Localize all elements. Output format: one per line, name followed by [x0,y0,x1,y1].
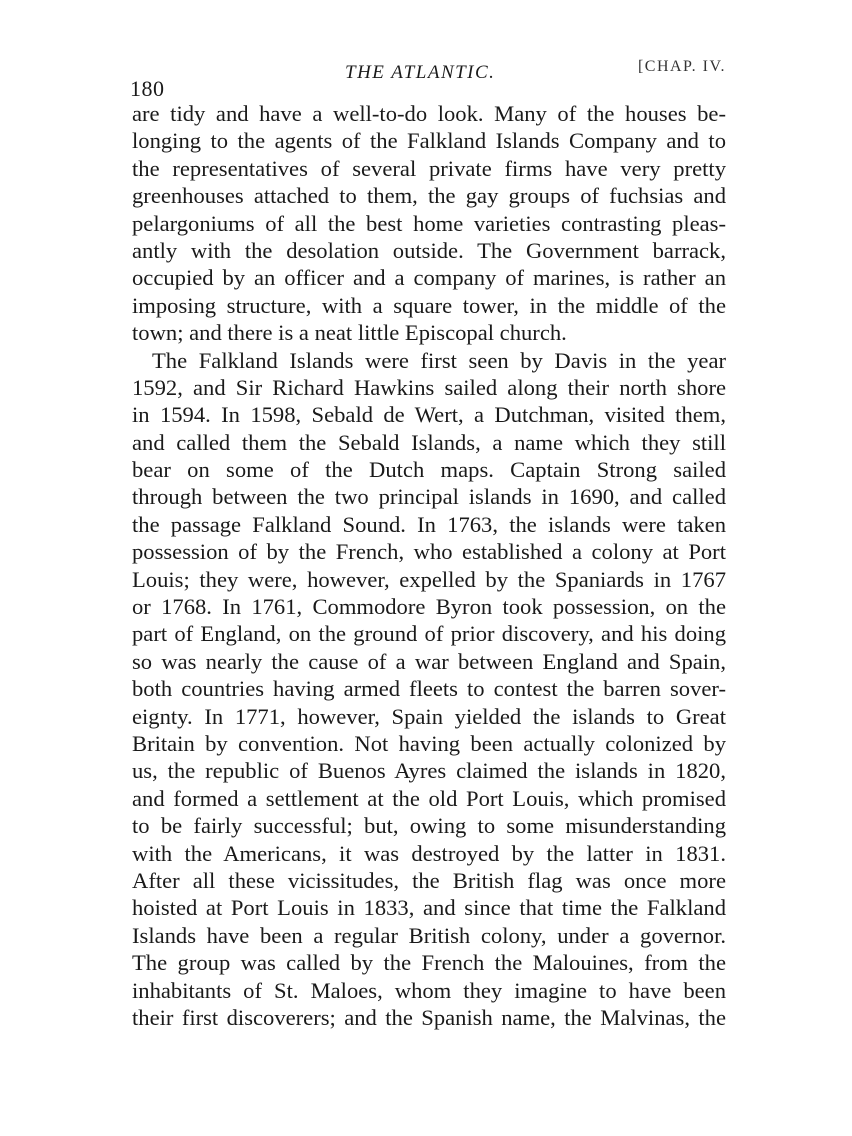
text-line: greenhouses attached to them, the gay groups of fuchsias and [132,183,726,209]
text-line: the representatives of several private firms have very pretty [132,155,726,181]
text-line: possession of by the French, who established a colony at Port [132,539,726,565]
text-line: with the Americans, it was destroyed by the latter in 1831. [132,840,726,866]
text-line: imposing structure, with a square tower, in the middle of the [132,292,726,318]
text-line: both countries having armed fleets to contest the barren sover- [132,676,726,702]
text-line: eignty. In 1771, however, Spain yielded the islands to Great [132,703,726,729]
text-line: us, the republic of Buenos Ayres claimed the islands in 1820, [132,758,726,784]
text-line: inhabitants of St. Maloes, whom they imagine to have been [132,977,726,1003]
text-line: town; and there is a neat little Episcopal church. [132,320,567,346]
text-line: through between the two principal islands in 1690, and called [132,484,726,510]
text-line: and formed a settlement at the old Port Louis, which promised [132,785,726,811]
text-line: and called them the Sebald Islands, a name which they still [132,429,726,455]
text-line: 1592, and Sir Richard Hawkins sailed along their north shore [132,374,726,400]
text-line: their first discoverers; and the Spanish name, the Malvinas, the [132,1004,726,1030]
text-line: the passage Falkland Sound. In 1763, the islands were taken [132,511,726,537]
text-line: bear on some of the Dutch maps. Captain Strong sailed [132,457,726,483]
text-line: are tidy and have a well-to-do look. Many of the houses be- [132,101,726,126]
chapter-reference: [CHAP. IV. [637,58,726,75]
running-head [130,58,726,101]
text-line: occupied by an officer and a company of marines, is rather an [132,265,726,291]
text-line: Islands have been a regular British colony, under a governor. [132,922,726,948]
text-line: Louis; they were, however, expelled by the Spaniards in 1767 [132,566,726,592]
paragraph-start-line: The Falkland Islands were first seen by Davis in the year [152,347,726,373]
text-line: longing to the agents of the Falkland Islands Company and to [132,128,726,154]
text-line: The group was called by the French the Malouines, from the [132,950,726,976]
text-line: antly with the desolation outside. The Government barrack, [132,237,726,263]
text-line: in 1594. In 1598, Sebald de Wert, a Dutchman, visited them, [132,402,726,428]
running-title: THE ATLANTIC. [345,62,496,83]
text-line: pelargoniums of all the best home varieties contrasting pleas- [132,210,726,236]
body-text [132,100,726,1031]
text-line: hoisted at Port Louis in 1833, and since that time the Falkland [132,895,726,921]
page-number: 180 [130,76,165,101]
text-line: part of England, on the ground of prior discovery, and his doing [132,621,726,647]
text-line: Britain by convention. Not having been actually colonized by [132,730,726,756]
text-line: to be fairly successful; but, owing to some misunderstanding [132,813,726,839]
text-line: so was nearly the cause of a war between England and Spain, [132,648,726,674]
text-line: After all these vicissitudes, the British flag was once more [132,867,726,893]
text-line: or 1768. In 1761, Commodore Byron took possession, on the [132,594,726,620]
